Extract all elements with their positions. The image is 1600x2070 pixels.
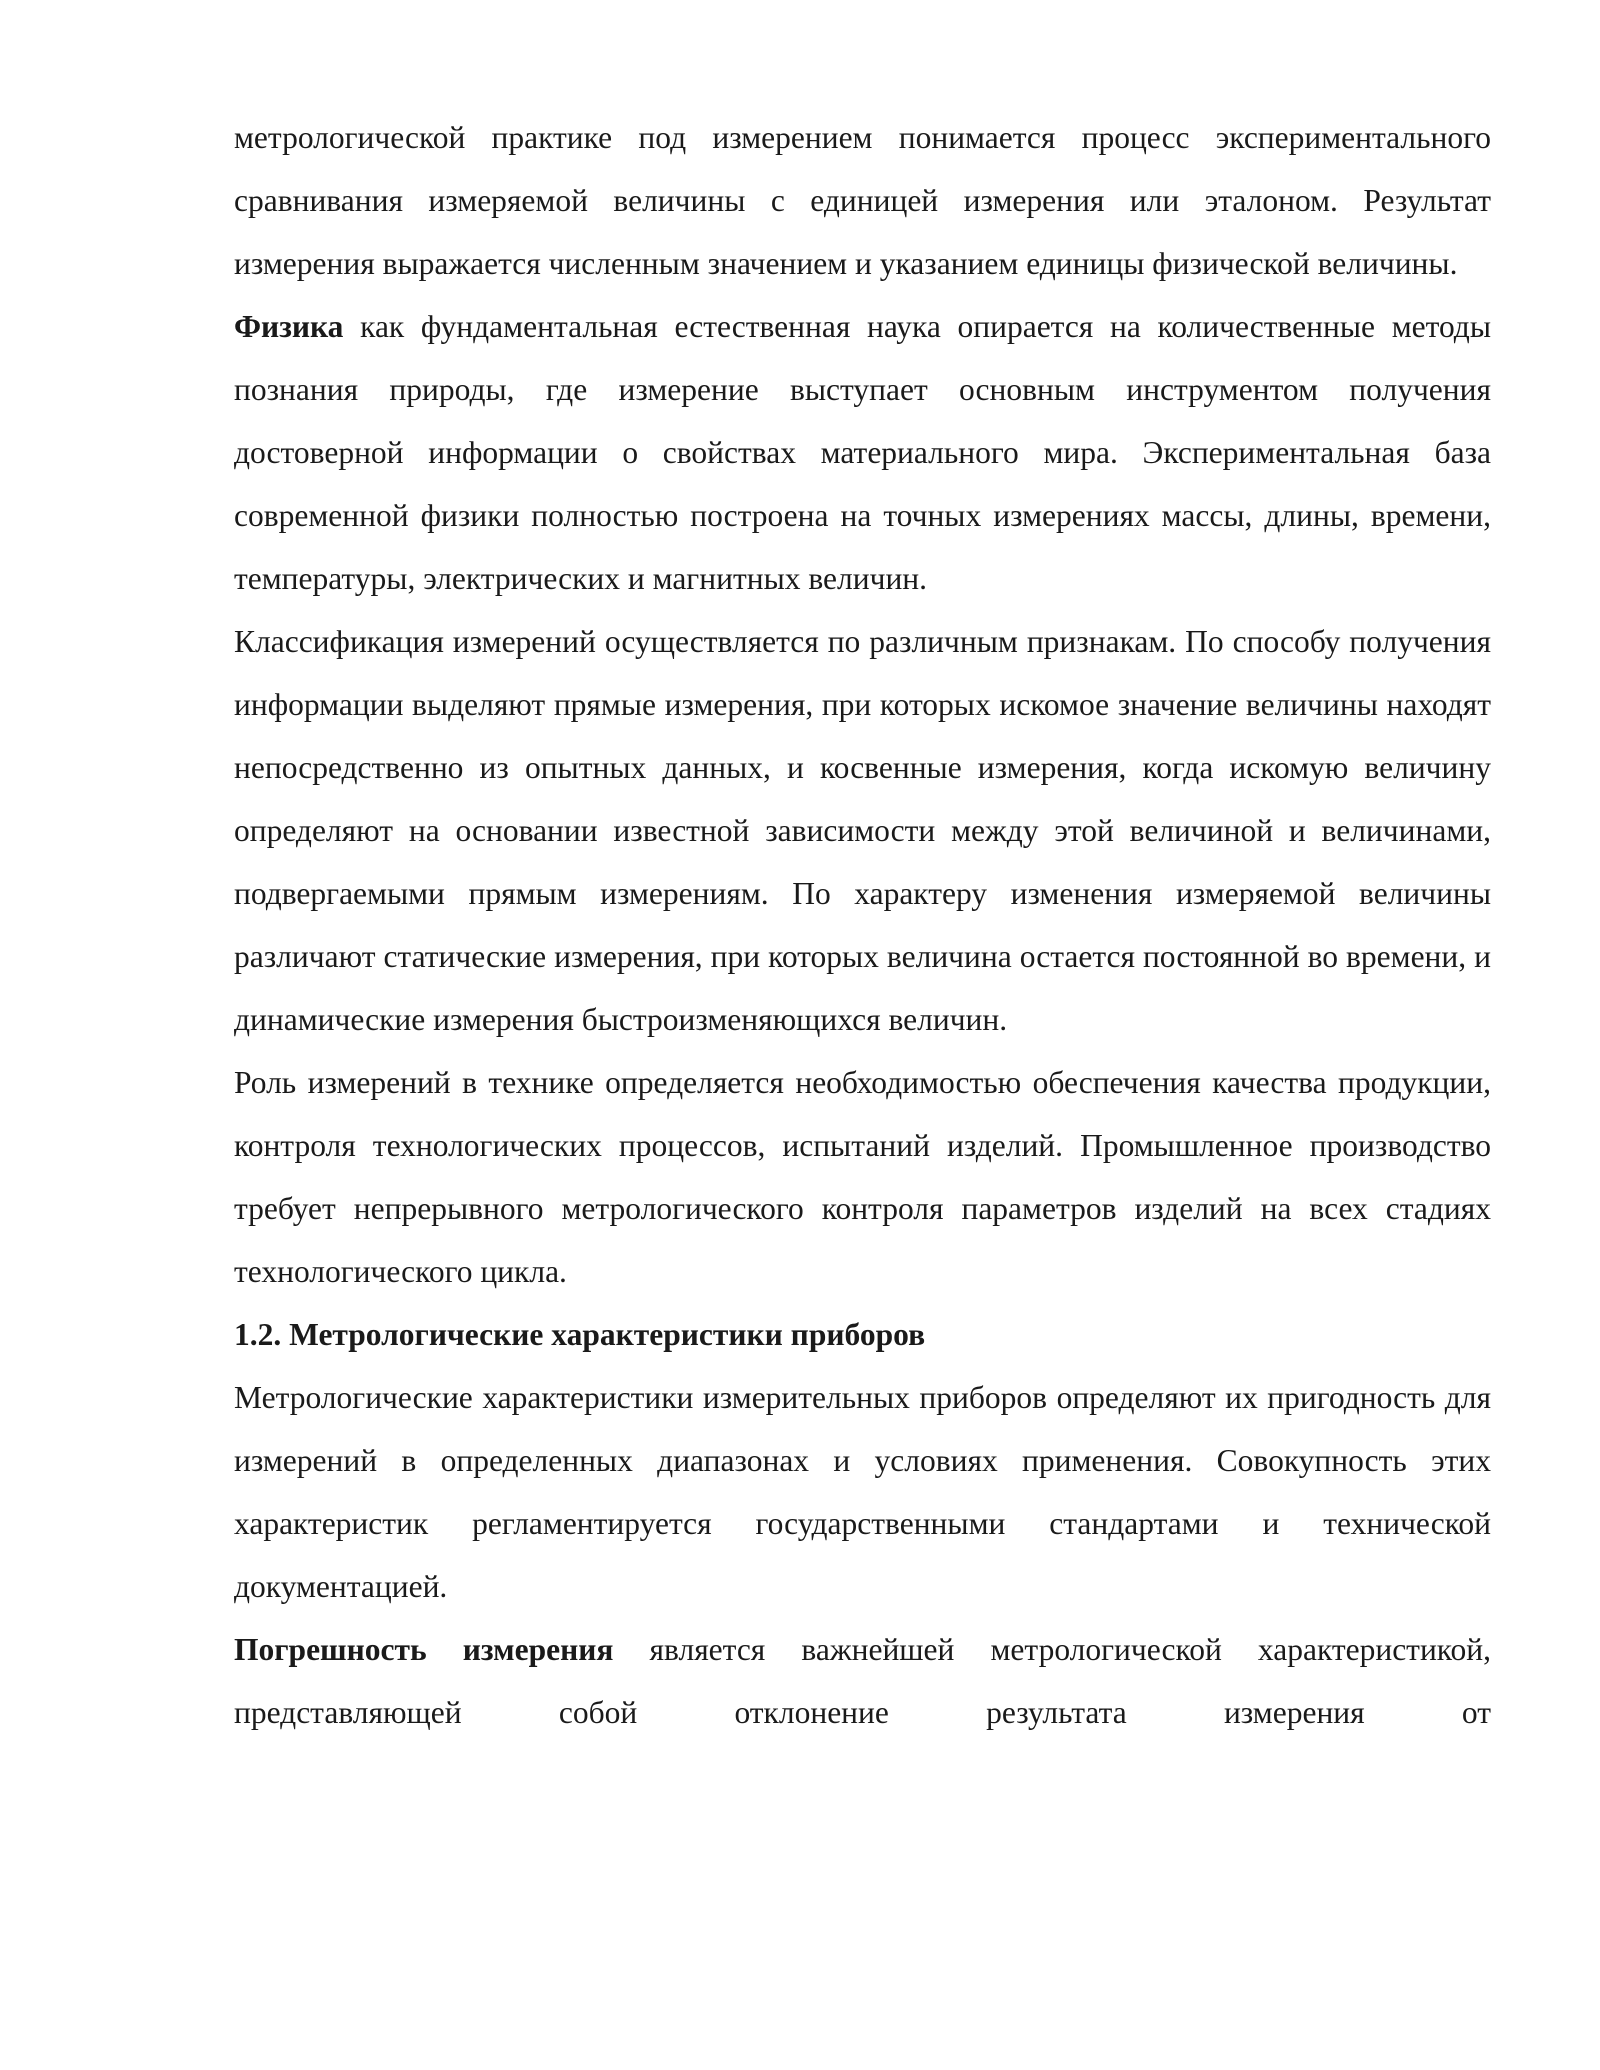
paragraph-measurement-error — [234, 1618, 1491, 1744]
paragraph-text: является важнейшей метрологической характеристикой, представляющей собой отклонение результата измерения от — [234, 1632, 1491, 1730]
paragraph-text: Классификация измерений осуществляется по различным признакам. По способу получения информации выделяют прямые измерения, при которых искомое значение величины находят непосредственно из опытных данных, и косвенные измерения, когда искомую величину определяют на основании известной зависимости между этой величиной и величинами, подвергаемыми прямым измерениям. По характеру изменения измеряемой величины различают статические измерения, при которых величина остается постоянной во времени, и динамические измерения быстроизменяющихся величин. — [234, 624, 1491, 1037]
paragraph-technology-role — [234, 1051, 1491, 1303]
paragraph-instrument-characteristics — [234, 1366, 1491, 1618]
paragraph-measurement-definition — [234, 106, 1491, 295]
section-heading: 1.2. Метрологические характеристики приборов — [234, 1317, 926, 1352]
paragraph-text: Метрологические характеристики измерительных приборов определяют их пригодность для измерений в определенных диапазонах и условиях применения. Совокупность этих характеристик регламентируется государственными стандартами и технической документацией. — [234, 1380, 1491, 1604]
paragraph-text: метрологической практике под измерением понимается процесс экспериментального сравнивания измеряемой величины с единицей измерения или эталоном. Результат измерения выражается численным значением и указанием единицы физической величины. — [234, 120, 1491, 281]
paragraph-lead-bold: Физика — [234, 309, 344, 344]
paragraph-text: как фундаментальная естественная наука опирается на количественные методы познания природы, где измерение выступает основным инструментом получения достоверной информации о свойствах материального мира. Экспериментальная база современной физики полностью построена на точных измерениях массы, длины, времени, температуры, электрических и магнитных величин. — [234, 309, 1491, 596]
paragraph-lead-bold: Погрешность измерения — [234, 1632, 614, 1667]
paragraph-text: Роль измерений в технике определяется необходимостью обеспечения качества продукции, контроля технологических процессов, испытаний изделий. Промышленное производство требует непрерывного метрологического контроля параметров изделий на всех стадиях технологического цикла. — [234, 1065, 1491, 1289]
document-body — [234, 106, 1491, 1744]
paragraph-physics — [234, 295, 1491, 610]
paragraph-classification — [234, 610, 1491, 1051]
